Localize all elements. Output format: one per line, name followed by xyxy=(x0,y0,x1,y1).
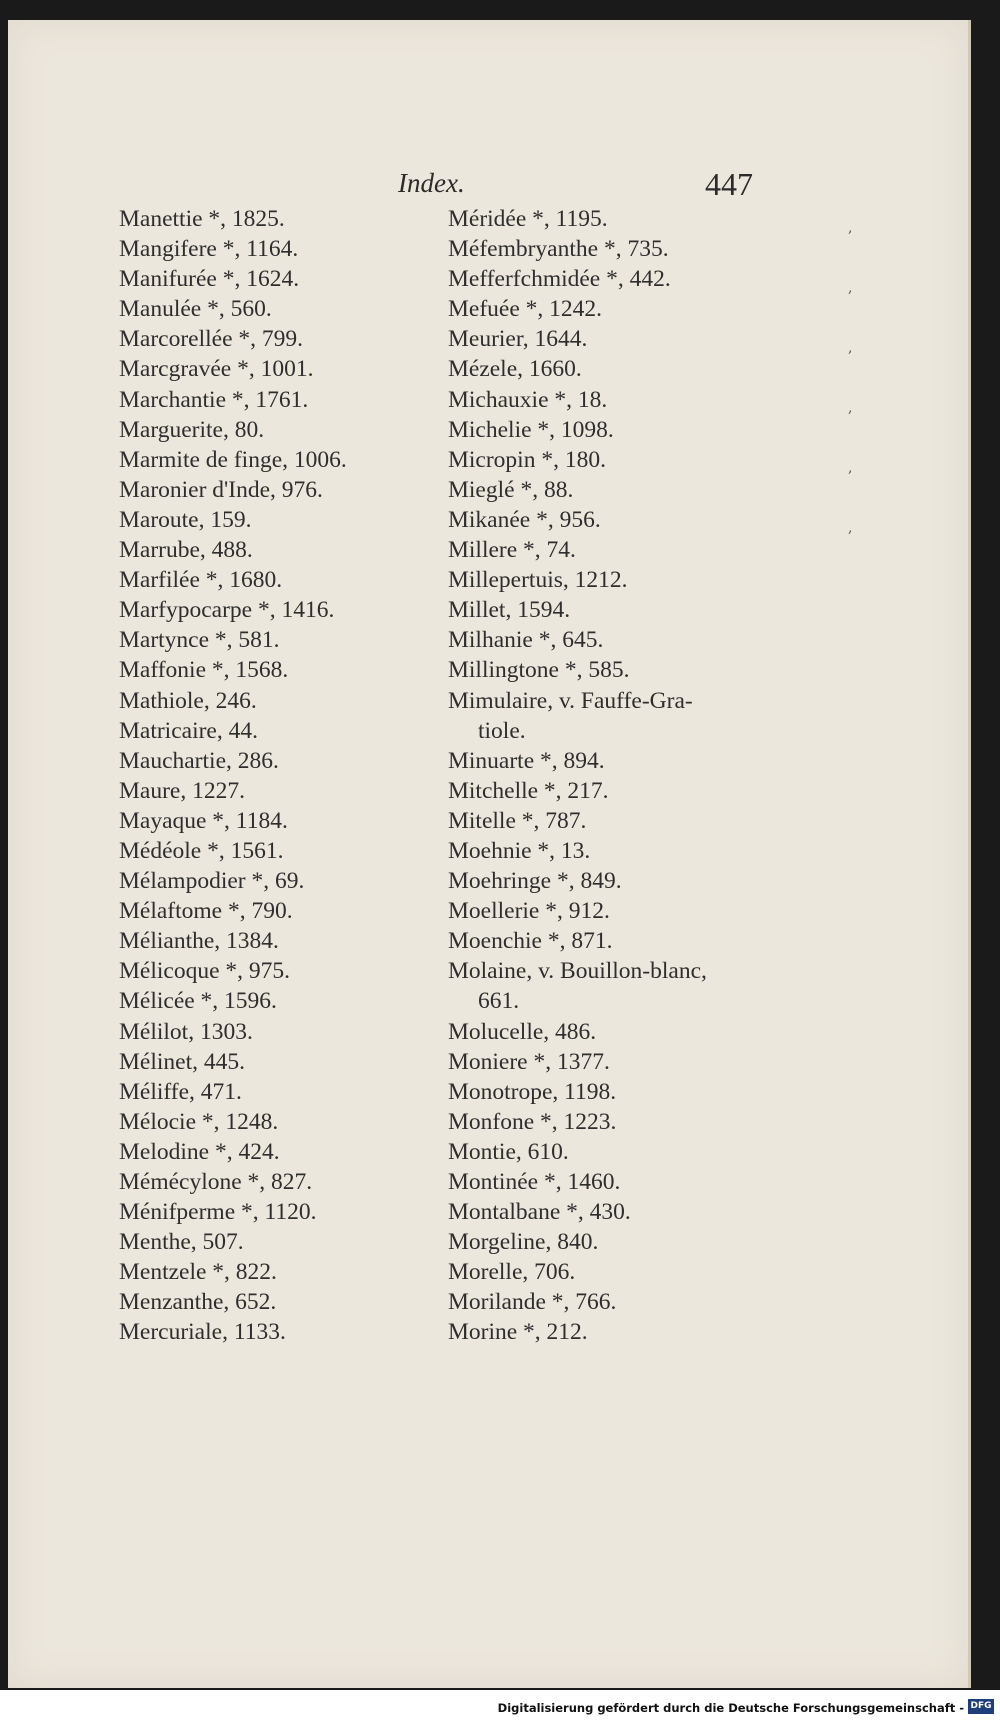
digitization-footer xyxy=(0,1690,1000,1727)
index-entry: Mangifere *, 1164. xyxy=(119,236,299,263)
index-entry xyxy=(448,686,748,746)
index-entry xyxy=(448,385,748,415)
index-entry-text: Molucelle, 486. xyxy=(448,1018,597,1045)
index-entry xyxy=(448,535,748,565)
index-entry: Matricaire, 44. xyxy=(119,717,258,744)
funding-notice: Digitalisierung gefördert durch die Deutsche Forschungsgemeinschaft - xyxy=(497,1701,964,1715)
index-entry xyxy=(448,505,748,535)
index-entry xyxy=(448,1077,748,1107)
index-entry-text: Mefferfchmidée *, 442. xyxy=(448,266,671,293)
index-entry: Mercuriale, 1133. xyxy=(119,1319,286,1346)
index-column-left xyxy=(119,204,429,1348)
index-entry: Marguerite, 80. xyxy=(119,416,265,443)
index-entry xyxy=(448,926,748,956)
index-entry xyxy=(448,324,748,354)
index-entry xyxy=(448,204,748,234)
index-entry-text: Mitchelle *, 217. xyxy=(448,777,609,804)
index-entry-text: Morelle, 706. xyxy=(448,1259,576,1286)
index-entry: Maroute, 159. xyxy=(119,506,252,533)
index-entry-text: Monotrope, 1198. xyxy=(448,1078,617,1105)
index-entry xyxy=(448,1047,748,1077)
index-entry xyxy=(448,1167,748,1197)
index-entry: Mathiole, 246. xyxy=(119,687,257,714)
index-entry-text: Morgeline, 840. xyxy=(448,1229,599,1256)
index-entry: Mayaque *, 1184. xyxy=(119,807,288,834)
index-entry xyxy=(448,1107,748,1137)
index-entry: Manettie *, 1825. xyxy=(119,206,285,232)
index-entry: Marmite de finge, 1006. xyxy=(119,446,347,473)
index-entry-text: Moniere *, 1377. xyxy=(448,1048,610,1075)
index-entry-text: Morilande *, 766. xyxy=(448,1289,617,1316)
index-entry-text: Millingtone *, 585. xyxy=(448,657,630,684)
index-entry-continuation: 661. xyxy=(478,988,520,1015)
index-entry xyxy=(448,806,748,836)
index-entry: Menthe, 507. xyxy=(119,1229,244,1256)
dfg-logo: DFG xyxy=(968,1699,994,1714)
index-entry: Mélicoque *, 975. xyxy=(119,958,290,985)
index-entry-text: Moehnie *, 13. xyxy=(448,837,591,864)
index-entry-text: Mimulaire, v. Fauffe-Gra- xyxy=(448,687,693,714)
index-entry: Maffonie *, 1568. xyxy=(119,657,289,684)
index-column-right xyxy=(448,204,748,1348)
index-entry: Médéole *, 1561. xyxy=(119,837,284,864)
index-entry-text: Montie, 610. xyxy=(448,1138,569,1165)
running-header-title: Index. xyxy=(398,168,465,198)
index-entry: Menzanthe, 652. xyxy=(119,1289,277,1316)
index-entry-text: Meurier, 1644. xyxy=(448,326,588,353)
index-entry-continuation: tiole. xyxy=(478,717,526,744)
index-entry xyxy=(448,595,748,625)
index-entry xyxy=(448,354,748,384)
index-entry: Mauchartie, 286. xyxy=(119,747,279,774)
index-entry-text: Milhanie *, 645. xyxy=(448,627,604,654)
index-entry: Ménifperme *, 1120. xyxy=(119,1199,317,1226)
index-entry xyxy=(448,776,748,806)
index-entry: Mélinet, 445. xyxy=(119,1048,245,1075)
index-entry: Melodine *, 424. xyxy=(119,1138,280,1165)
index-entry xyxy=(448,1137,748,1167)
index-entry: Maure, 1227. xyxy=(119,777,245,804)
index-entry: Méliffe, 471. xyxy=(119,1078,242,1105)
index-entry-text: Méfembryanthe *, 735. xyxy=(448,236,669,263)
index-entry: Mentzele *, 822. xyxy=(119,1259,277,1286)
index-entry xyxy=(448,1017,748,1047)
index-entry xyxy=(448,475,748,505)
index-entry xyxy=(448,1287,748,1317)
index-entry xyxy=(448,1257,748,1287)
index-entry: Mélampodier *, 69. xyxy=(119,868,305,895)
index-entry xyxy=(448,836,748,866)
page-number: 447 xyxy=(705,166,753,202)
index-entry-text: Méridée *, 1195. xyxy=(448,206,608,232)
index-entry xyxy=(448,565,748,595)
index-entry xyxy=(448,264,748,294)
index-entry xyxy=(448,1317,748,1347)
index-entry-text: Minuarte *, 894. xyxy=(448,747,605,774)
index-entry-text: Millepertuis, 1212. xyxy=(448,567,628,594)
index-entry xyxy=(448,746,748,776)
index-entry: Marcgravée *, 1001. xyxy=(119,356,314,383)
index-entry: Mélicée *, 1596. xyxy=(119,988,277,1015)
index-entry: Manifurée *, 1624. xyxy=(119,266,300,293)
index-entry-text: Monfone *, 1223. xyxy=(448,1108,617,1135)
index-entry-text: Mikanée *, 956. xyxy=(448,506,601,533)
index-entry xyxy=(448,896,748,926)
index-entry-text: Millere *, 74. xyxy=(448,537,576,564)
index-entry xyxy=(448,625,748,655)
index-entry: Mélilot, 1303. xyxy=(119,1018,253,1045)
index-entry-text: Moellerie *, 912. xyxy=(448,898,610,925)
index-entry: Martynce *, 581. xyxy=(119,627,280,654)
index-entry xyxy=(448,866,748,896)
index-entry xyxy=(448,294,748,324)
index-entry: Mémécylone *, 827. xyxy=(119,1169,313,1195)
index-entry-text: Mefuée *, 1242. xyxy=(448,296,603,323)
index-entry: Marcorellée *, 799. xyxy=(119,326,304,353)
index-entry-text: Micropin *, 180. xyxy=(448,446,606,473)
index-entry-text: Mézele, 1660. xyxy=(448,356,582,383)
index-entry-text: Montinée *, 1460. xyxy=(448,1169,621,1195)
index-entry: Marrube, 488. xyxy=(119,537,253,564)
index-entry: Marfilée *, 1680. xyxy=(119,567,283,594)
index-entry xyxy=(448,1227,748,1257)
index-entry xyxy=(448,956,748,1016)
index-entry-text: Mieglé *, 88. xyxy=(448,476,574,503)
index-entry-text: Michauxie *, 18. xyxy=(448,386,608,413)
index-entry: Mélocie *, 1248. xyxy=(119,1108,279,1135)
index-entry-text: Montalbane *, 430. xyxy=(448,1199,631,1226)
index-entry: Marfypocarpe *, 1416. xyxy=(119,597,335,624)
index-entry: Mélianthe, 1384. xyxy=(119,928,279,955)
index-entry xyxy=(448,234,748,264)
index-entry-text: Moehringe *, 849. xyxy=(448,868,622,895)
index-entry xyxy=(448,415,748,445)
index-entry-text: Michelie *, 1098. xyxy=(448,416,614,443)
book-page xyxy=(8,20,971,1688)
index-entry-text: Millet, 1594. xyxy=(448,597,571,624)
index-entry: Maronier d'Inde, 976. xyxy=(119,476,323,503)
index-entry: Mélaftome *, 790. xyxy=(119,898,293,925)
index-entry-text: Molaine, v. Bouillon-blanc, xyxy=(448,958,707,985)
margin-marks: , , , , , , xyxy=(848,220,853,536)
index-entry: Manulée *, 560. xyxy=(119,296,272,323)
index-entry xyxy=(448,1197,748,1227)
index-entry xyxy=(448,655,748,685)
index-entry: Marchantie *, 1761. xyxy=(119,386,309,413)
index-entry xyxy=(448,445,748,475)
index-entry-text: Moenchie *, 871. xyxy=(448,928,613,955)
index-entry-text: Mitelle *, 787. xyxy=(448,807,587,834)
index-entry-text: Morine *, 212. xyxy=(448,1319,588,1346)
